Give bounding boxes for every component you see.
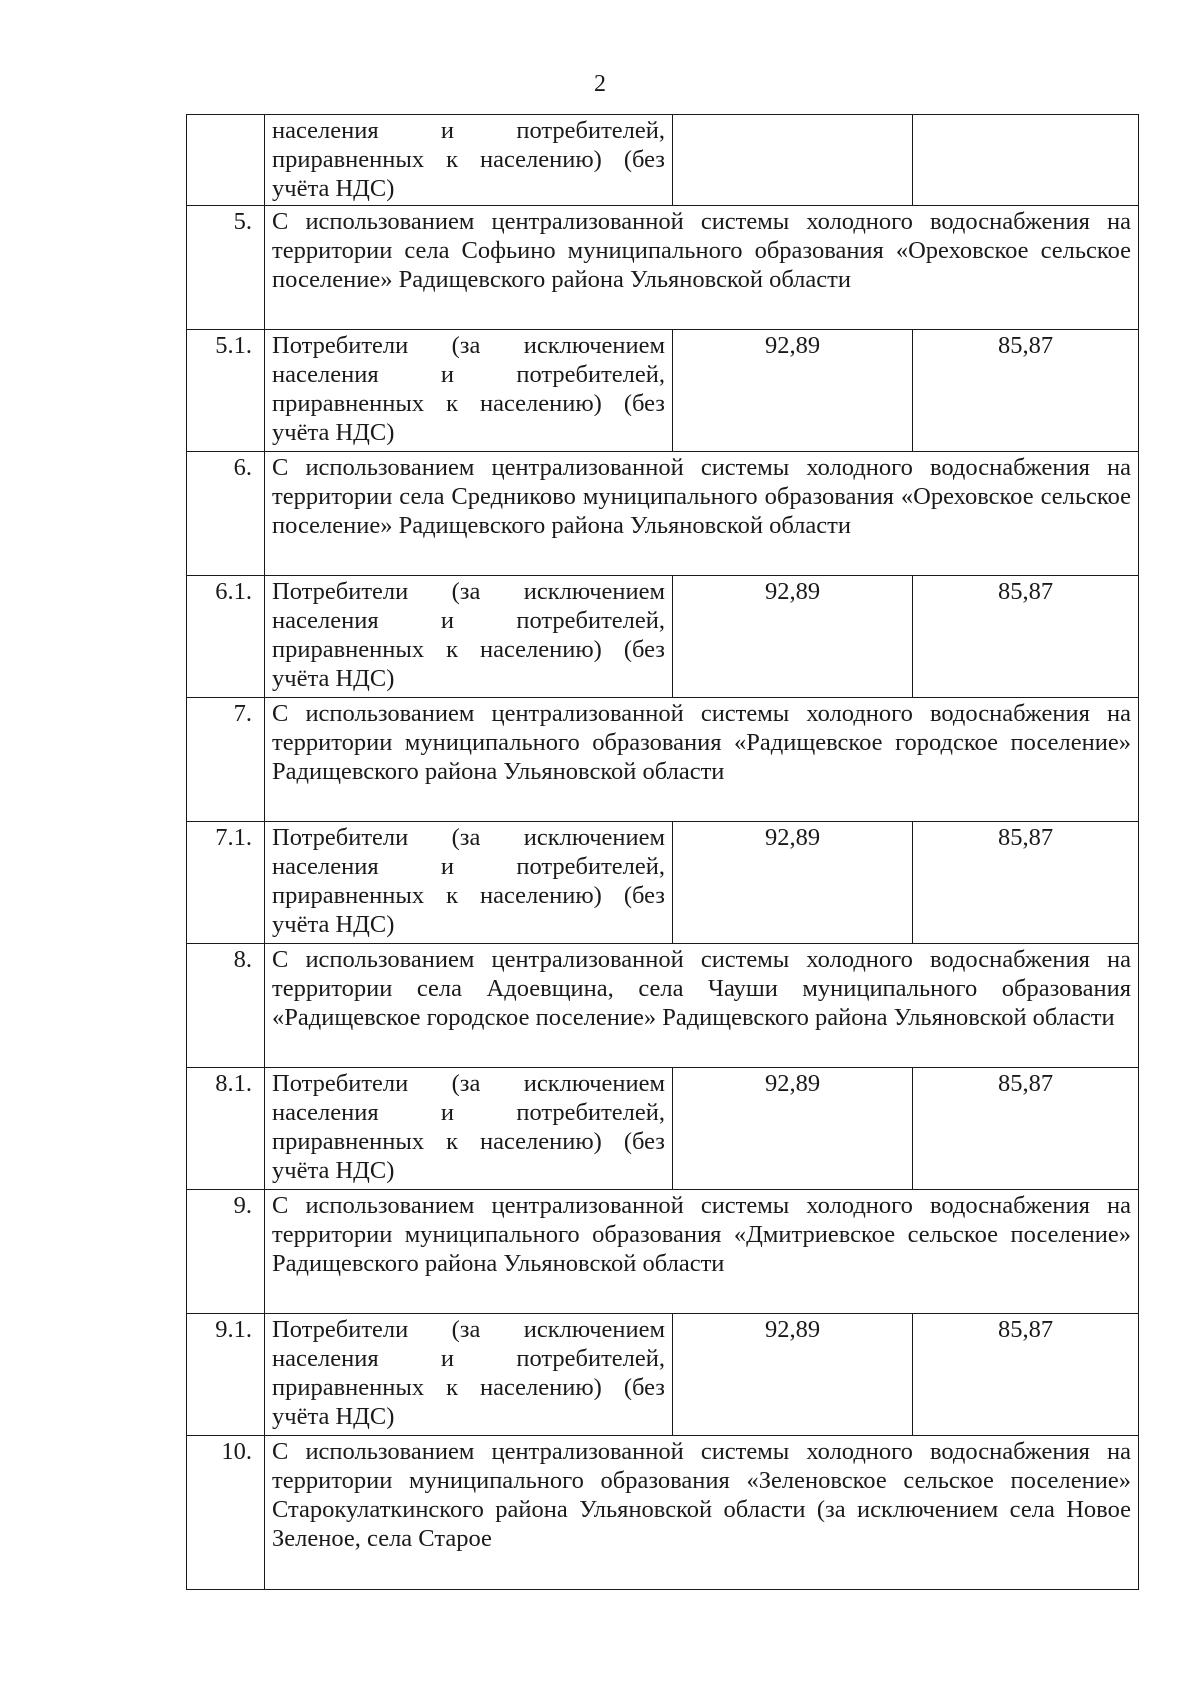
page-number: 2 — [594, 71, 606, 97]
tariff-table — [186, 114, 1139, 1590]
row-number: 8. — [187, 944, 265, 1068]
tariff-value-2: 85,87 — [913, 330, 1139, 452]
table-row-continued — [187, 115, 1139, 206]
section-description: С использованием централизованной системы холодного водоснабжения на территории муниципального образования «Радищевское городское поселение» Радищевского района Ульяновской области — [265, 698, 1139, 822]
section-description: С использованием централизованной системы холодного водоснабжения на территории села Средниково муниципального образования «Ореховское сельское поселение» Радищевского района Ульяновской области — [265, 452, 1139, 576]
section-description: С использованием централизованной системы холодного водоснабжения на территории села Софьино муниципального образования «Ореховское сельское поселение» Радищевского района Ульяновской области — [265, 206, 1139, 330]
table-row — [187, 1068, 1139, 1190]
row-number-cell — [187, 115, 265, 206]
tariff-value-2: 85,87 — [913, 576, 1139, 698]
tariff-value-1: 92,89 — [673, 1314, 913, 1436]
consumer-description: Потребители (за исключением населения и потребителей, приравненных к населению) (без учёта НДС) — [265, 822, 673, 944]
row-number: 7. — [187, 698, 265, 822]
row-number: 9. — [187, 1190, 265, 1314]
table-row — [187, 1314, 1139, 1436]
table-row-section — [187, 1436, 1139, 1590]
tariff-value-2: 85,87 — [913, 822, 1139, 944]
row-number: 5.1. — [187, 330, 265, 452]
row-number: 6. — [187, 452, 265, 576]
row-number: 10. — [187, 1436, 265, 1590]
section-description: С использованием централизованной системы холодного водоснабжения на территории села Адоевщина, села Чауши муниципального образования «Радищевское городское поселение» Радищевского района Ульяновской области — [265, 944, 1139, 1068]
table-row-section — [187, 206, 1139, 330]
tariff-value-1: 92,89 — [673, 330, 913, 452]
tariff-value-1: 92,89 — [673, 1068, 913, 1190]
consumer-description: Потребители (за исключением населения и потребителей, приравненных к населению) (без учёта НДС) — [265, 1068, 673, 1190]
consumer-description: населения и потребителей, приравненных к населению) (без учёта НДС) — [265, 115, 673, 206]
table-row — [187, 576, 1139, 698]
table-row-section — [187, 698, 1139, 822]
table-row — [187, 822, 1139, 944]
consumer-description: Потребители (за исключением населения и потребителей, приравненных к населению) (без учёта НДС) — [265, 330, 673, 452]
consumer-description: Потребители (за исключением населения и потребителей, приравненных к населению) (без учёта НДС) — [265, 576, 673, 698]
row-number: 7.1. — [187, 822, 265, 944]
row-number: 6.1. — [187, 576, 265, 698]
tariff-value-2: 85,87 — [913, 1314, 1139, 1436]
tariff-value-2 — [913, 115, 1139, 206]
row-number: 5. — [187, 206, 265, 330]
tariff-value-2: 85,87 — [913, 1068, 1139, 1190]
tariff-value-1: 92,89 — [673, 822, 913, 944]
section-description: С использованием централизованной системы холодного водоснабжения на территории муниципального образования «Дмитриевское сельское поселение» Радищевского района Ульяновской области — [265, 1190, 1139, 1314]
table-row-section — [187, 944, 1139, 1068]
table-row-section — [187, 1190, 1139, 1314]
section-description: С использованием централизованной системы холодного водоснабжения на территории муниципального образования «Зеленовское сельское поселение» Старокулаткинского района Ульяновской области (за исключением села Новое Зеленое, села Старое — [265, 1436, 1139, 1590]
row-number: 9.1. — [187, 1314, 265, 1436]
tariff-value-1: 92,89 — [673, 576, 913, 698]
table-row-section — [187, 452, 1139, 576]
tariff-value-1 — [673, 115, 913, 206]
row-number: 8.1. — [187, 1068, 265, 1190]
table-row — [187, 330, 1139, 452]
consumer-description: Потребители (за исключением населения и потребителей, приравненных к населению) (без учёта НДС) — [265, 1314, 673, 1436]
